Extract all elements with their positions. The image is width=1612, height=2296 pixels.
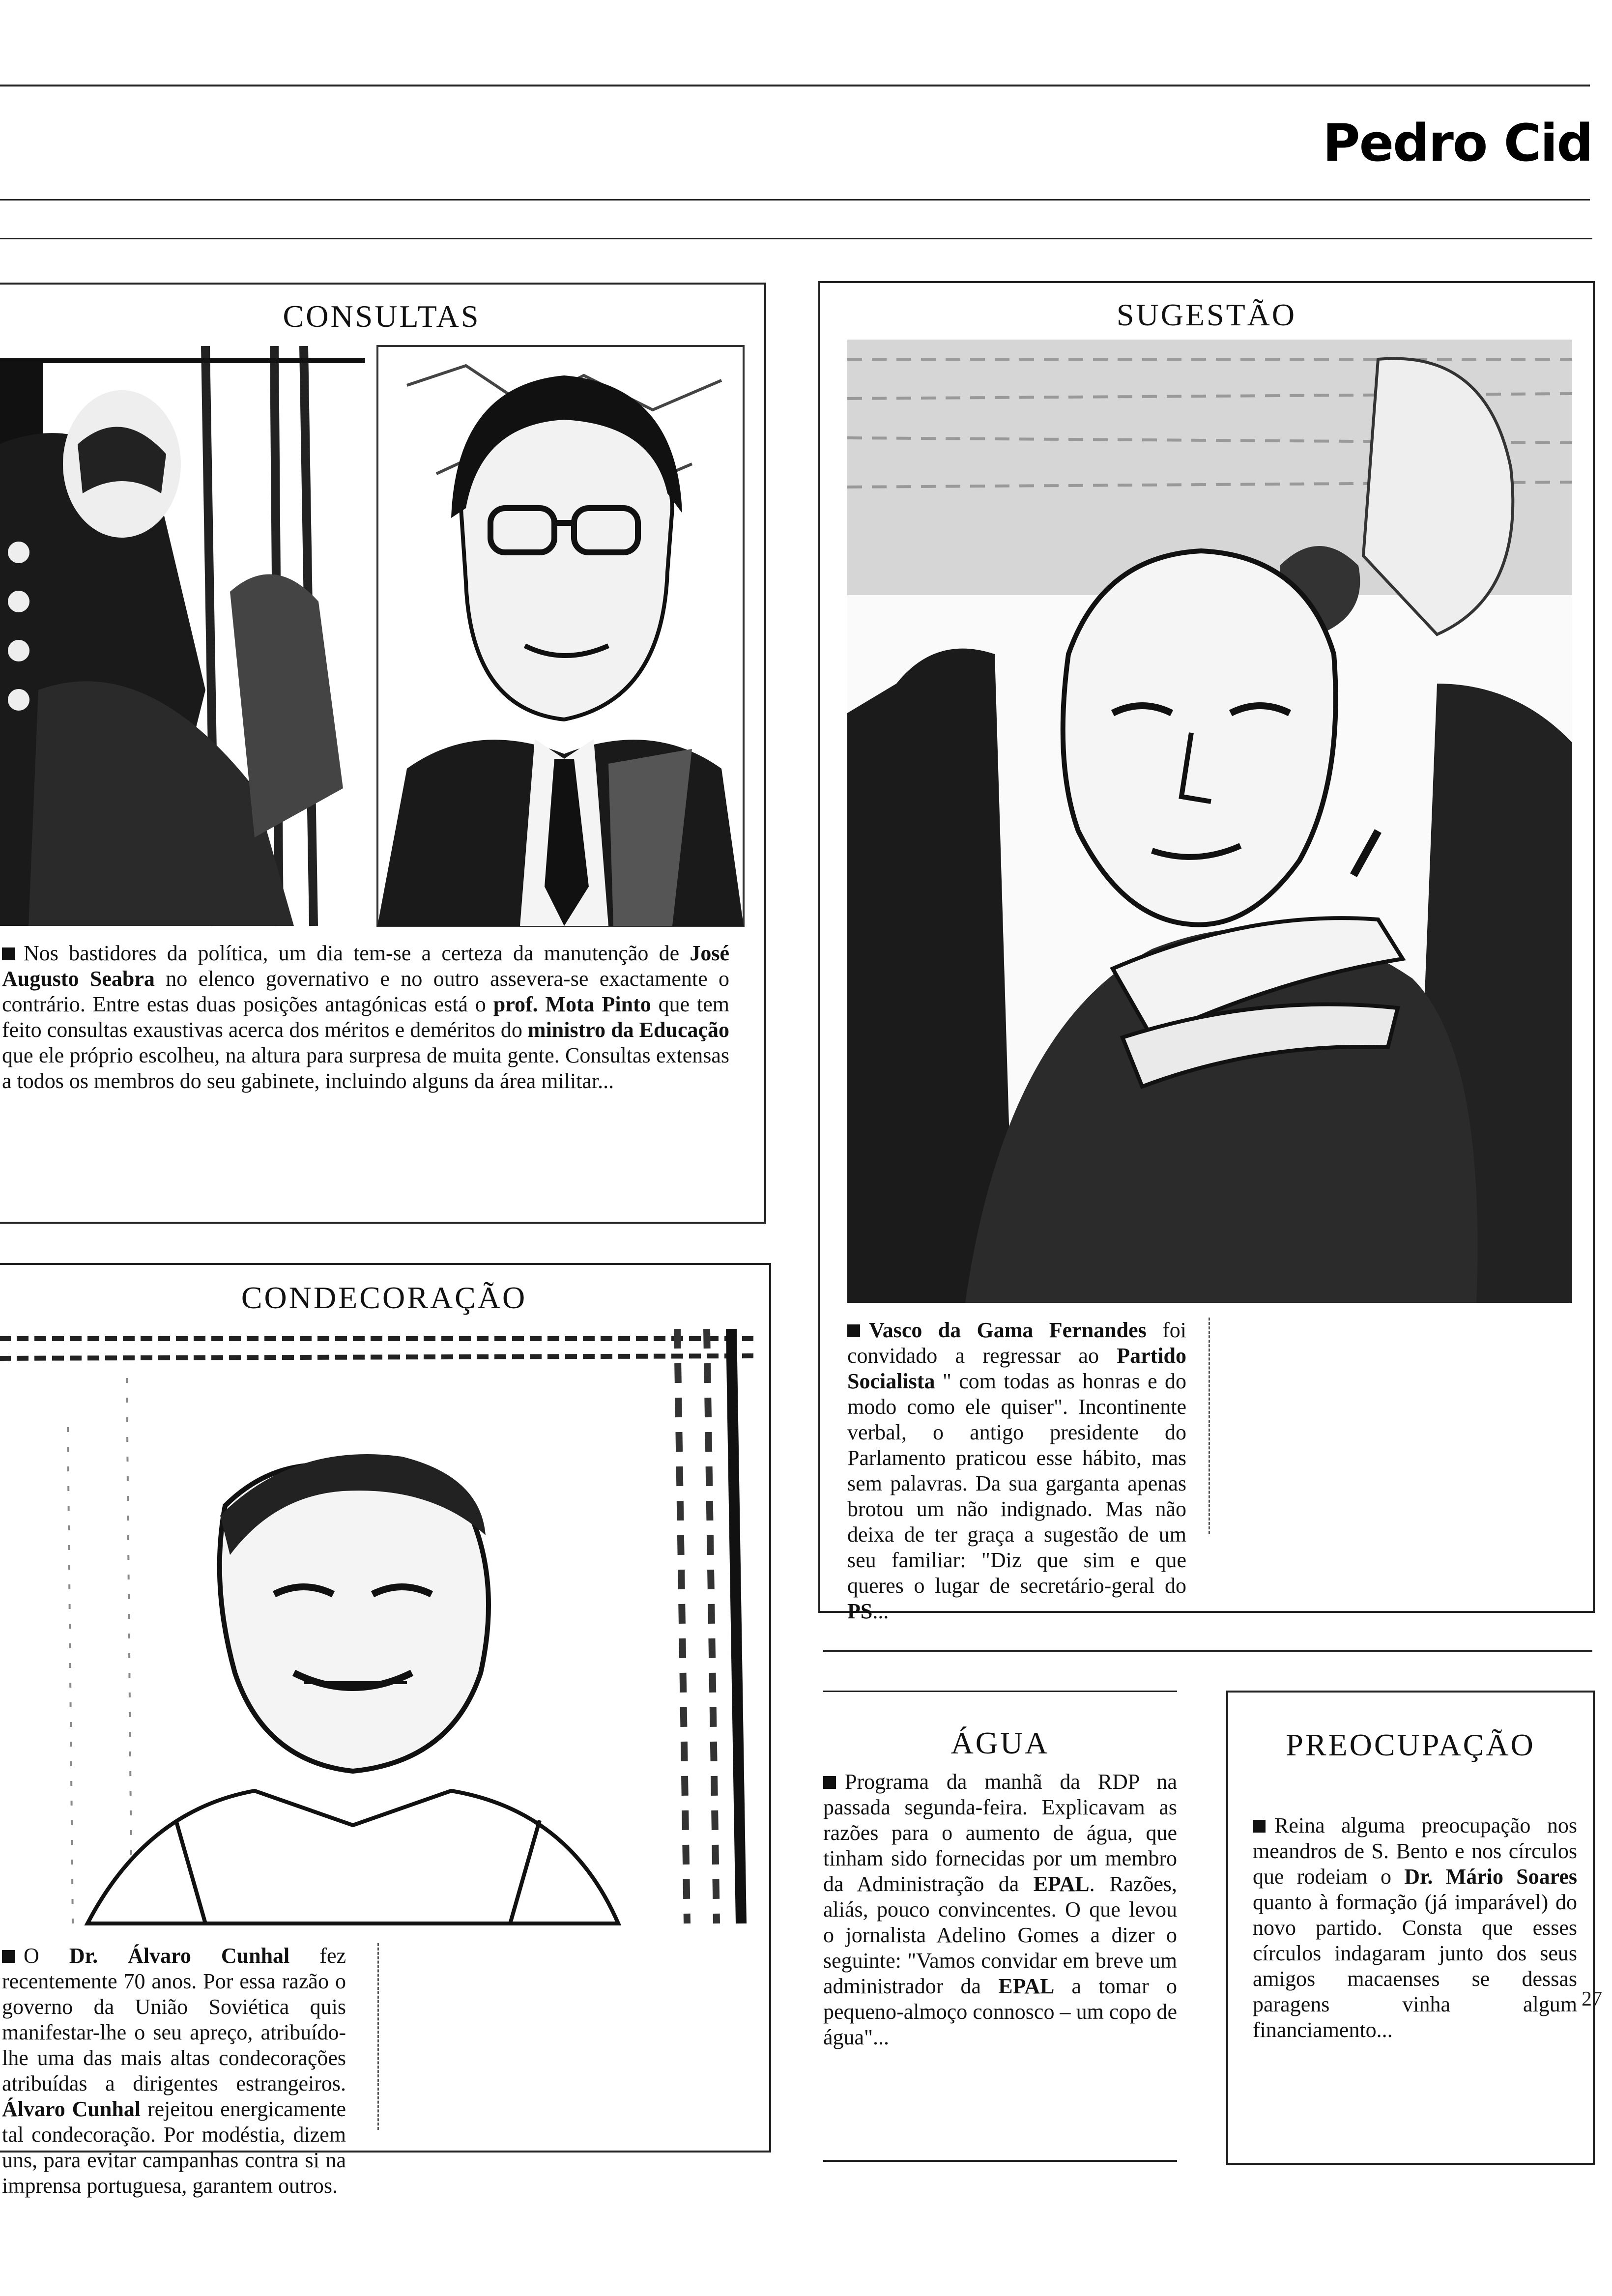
sugestao-column-separator xyxy=(1209,1318,1210,1534)
agua-title: ÁGUA xyxy=(950,1725,1050,1760)
consultas-title: CONSULTAS xyxy=(283,299,481,334)
consultas-name-3: ministro da Educação xyxy=(527,1018,730,1042)
bullet-square-icon xyxy=(2,1950,15,1963)
preocupacao-lead: Reina alguma preocupação nos meandros de S. Bento e nos círculos que rodeiam o xyxy=(1253,1813,1577,1889)
condecoracao-photo xyxy=(0,1329,753,1923)
agua-mid-1: . Razões, aliás, pouco convincentes. O que levou o jornalista Adelino Gomes a dizer o seguinte: "Vamos convidar em breve um administrador da xyxy=(823,1872,1178,1998)
header-rule-1 xyxy=(0,199,1590,201)
section-rule-3 xyxy=(823,2160,1177,2162)
author-name: Pedro Cid xyxy=(1323,113,1592,173)
bullet-square-icon xyxy=(823,1776,836,1789)
condecoracao-lead: O xyxy=(24,1944,39,1968)
consultas-box xyxy=(0,283,766,1224)
condecoracao-name-2: Álvaro Cunhal xyxy=(2,2097,141,2121)
condecoracao-column-separator xyxy=(377,1943,379,2130)
bullet-square-icon xyxy=(847,1324,860,1337)
preocupacao-text xyxy=(1253,1813,1577,2043)
agua-text xyxy=(823,1769,1177,2050)
consultas-photo-right xyxy=(377,346,744,926)
sugestao-title: SUGESTÃO xyxy=(1116,297,1297,332)
sugestao-text-col-1 xyxy=(847,1318,1187,1623)
sugestao-tail: ... xyxy=(872,1599,889,1623)
header-rule-2 xyxy=(0,238,1592,239)
consultas-text xyxy=(2,941,729,1094)
sugestao-mid-1: foi convidado a regressar ao xyxy=(847,1318,1186,1368)
condecoracao-box xyxy=(0,1263,771,2198)
sugestao-box xyxy=(818,281,1595,1623)
section-rule-2 xyxy=(823,1691,1177,1692)
consultas-tail: que ele próprio escolheu, na altura para surpresa de muita gente. Consultas extensas a todos os membros do seu gabinete, incluindo alguns da área militar... xyxy=(2,1043,729,1093)
top-rule xyxy=(0,85,1590,86)
consultas-lead: Nos bastidores da política, um dia tem-se a certeza da manutenção de xyxy=(24,941,680,965)
agua-name-1: EPAL xyxy=(1033,1872,1090,1896)
condecoracao-mid-1: fez recentemente 70 anos. Por essa razão o governo da União Soviética quis manifestar-lhe o seu apreço, atribuído-lhe uma das mais altas condecorações atribuídas a dirigentes estrangeiros. xyxy=(2,1944,346,2095)
agua-lead: Programa da manhã da RDP na passada segunda-feira. Explicavam as razões para o aumento de água, que tinham sido fornecidas por um membro da Administração da xyxy=(823,1770,1177,1896)
section-rule-1 xyxy=(823,1650,1592,1652)
preocupacao-tail: quanto à formação (já imparável) do novo partido. Consta que esses círculos indagaram junto dos seus amigos macaenses se dessas paragens vinha algum financiamento... xyxy=(1253,1890,1577,2042)
condecoracao-title: CONDECORAÇÃO xyxy=(241,1280,527,1315)
bullet-square-icon xyxy=(1253,1820,1266,1833)
consultas-name-1: José Augusto Seabra xyxy=(2,941,729,991)
condecoracao-tail: rejeitou energicamente tal condecoração. Por modéstia, dizem uns, para evitar campanhas contra si na imprensa portuguesa, garantem outros. xyxy=(2,2097,346,2198)
consultas-photo-left xyxy=(0,346,365,926)
sugestao-name-1: Vasco da Gama Fernandes xyxy=(869,1318,1147,1342)
condecoracao-text-col-1 xyxy=(2,1943,346,2198)
preocupacao-title: PREOCUPAÇÃO xyxy=(1286,1727,1535,1762)
sugestao-name-3: PS xyxy=(847,1599,873,1623)
sugestao-name-2: Partido Socialista xyxy=(847,1344,1186,1393)
consultas-mid-2: que tem feito consultas exaustivas acerca dos méritos e deméritos do xyxy=(2,992,729,1042)
agua-name-2: EPAL xyxy=(998,1974,1055,1998)
preocupacao-box xyxy=(1226,1691,1595,2165)
bullet-square-icon xyxy=(2,947,15,960)
consultas-mid-1: no elenco governativo e no outro assevera-se exactamente o contrário. Entre estas duas posições antagónicas está o xyxy=(2,967,729,1016)
sugestao-mid-2: " com todas as honras e do modo como ele quiser". Incontinente verbal, o antigo presidente do Parlamento praticou esse hábito, mas sem palavras. Da sua garganta apenas brotou um não indignado. Mas não deixa de ter graça a sugestão de um seu familiar: "Diz que sim e que queres o lugar de secretário-geral do xyxy=(847,1369,1187,1598)
page-number: 27 xyxy=(1582,1988,1602,2010)
agua-tail: a tomar o pequeno-almoço connosco – um copo de água"... xyxy=(823,1974,1178,2049)
condecoracao-name-1: Dr. Álvaro Cunhal xyxy=(69,1944,290,1968)
consultas-name-2: prof. Mota Pinto xyxy=(493,992,651,1016)
preocupacao-name-1: Dr. Mário Soares xyxy=(1404,1865,1577,1889)
agua-section xyxy=(823,1695,1177,2138)
sugestao-photo xyxy=(847,340,1572,1303)
